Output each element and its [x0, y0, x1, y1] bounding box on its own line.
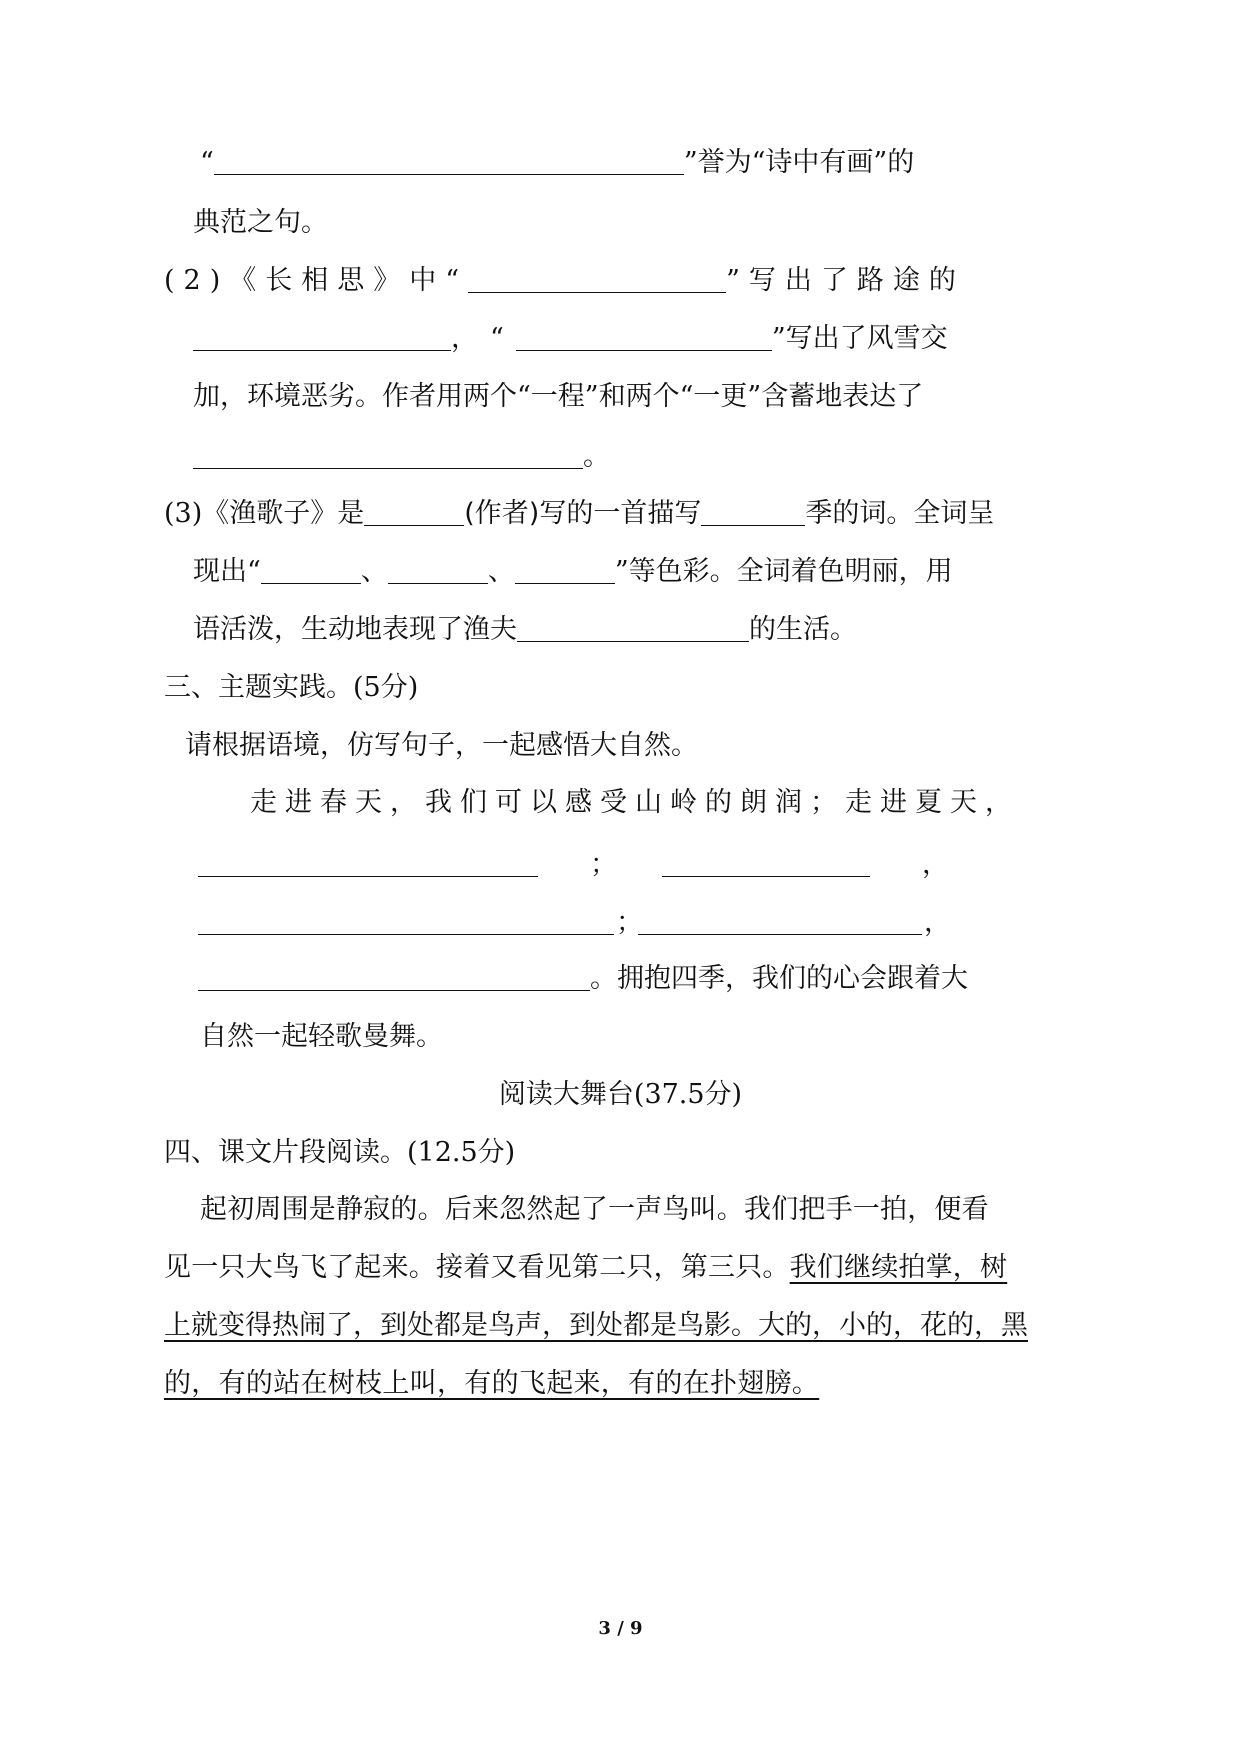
answer-blank[interactable] [261, 557, 361, 584]
line-text: 。拥抱四季，我们的心会跟着大 [590, 963, 968, 994]
section-3-ending-2: 自然一起轻歌曼舞。 [200, 1021, 443, 1052]
question-2-line-4 [193, 440, 610, 474]
answer-blank[interactable] [662, 850, 870, 877]
line-text: 现出“ [193, 556, 261, 587]
poem-fill-line-1 [200, 146, 914, 180]
line-text: ”写出了风雪交 [771, 323, 948, 354]
semicolon: ； [590, 849, 617, 880]
passage-line-1: 起初周围是静寂的。后来忽然起了一声鸟叫。我们把手一拍，便看 [200, 1194, 989, 1225]
author-hint: (作者) [464, 498, 540, 529]
answer-blank[interactable] [214, 148, 684, 175]
section-3-ending [198, 962, 968, 996]
answer-blank[interactable] [364, 499, 464, 526]
question-3-line-2 [193, 555, 953, 589]
passage-text: 见一只大鸟飞了起来。接着又看见第二只，第三只。 [164, 1252, 790, 1283]
answer-blank[interactable] [388, 557, 488, 584]
poem-fill-line-2: 典范之句。 [193, 207, 328, 238]
question-2-text: (2)《长相思》中“ [164, 265, 469, 296]
question-2-line-2 [193, 322, 948, 356]
question-2-line-1 [164, 264, 965, 298]
answer-blank[interactable] [193, 442, 583, 469]
underlined-text: 我们继续拍掌，树 [789, 1252, 1008, 1283]
question-3-line-3 [193, 613, 857, 647]
line-text: 写的一首描写 [539, 498, 702, 529]
answer-blank[interactable] [198, 908, 614, 935]
semicolon: ； [616, 907, 643, 938]
line-text: ”誉为“诗中有画”的 [683, 147, 915, 178]
line-text: ”等色彩。全词着色明丽，用 [614, 556, 953, 587]
line-text: 。 [583, 441, 610, 472]
section-4-heading: 四、课文片段阅读。(12.5分) [164, 1137, 516, 1168]
comma: ， [924, 907, 951, 938]
passage-line-4: 的，有的站在树枝上叫，有的飞起来，有的在扑翅膀。 [164, 1368, 820, 1399]
answer-blank[interactable] [198, 850, 538, 877]
answer-blank[interactable] [701, 499, 805, 526]
line-text: 语活泼，生动地表现了渔夫 [193, 614, 517, 645]
answer-blank[interactable] [198, 964, 590, 991]
line-text: 季的词。全词呈 [805, 498, 995, 529]
section-3-heading: 三、主题实践。(5分) [164, 672, 419, 703]
line-text: (3)《渔歌子》是 [164, 498, 365, 529]
separator: 、 [487, 556, 515, 587]
answer-blank[interactable] [516, 324, 772, 351]
question-2-text-b: ”写出了路途的 [726, 265, 965, 296]
page-number: 3 / 9 [598, 1618, 643, 1639]
answer-blank[interactable] [638, 908, 922, 935]
answer-blank[interactable] [517, 615, 749, 642]
passage-line-3: 上就变得热闹了，到处都是鸟声，到处都是鸟影。大的，小的，花的，黑 [164, 1310, 1028, 1341]
section-3-prompt: 请根据语境，仿写句子，一起感悟大自然。 [185, 730, 698, 761]
answer-blank[interactable] [468, 266, 726, 293]
line-text: ，“ [451, 323, 516, 354]
answer-blank[interactable] [515, 557, 615, 584]
question-3-line-1 [164, 497, 994, 531]
section-3-example: 走进春天，我们可以感受山岭的朗润；走进夏天， [250, 787, 1020, 818]
answer-blank[interactable] [193, 324, 451, 351]
separator: 、 [360, 556, 388, 587]
passage-line-2 [164, 1251, 1007, 1285]
line-text: 的生活。 [749, 614, 857, 645]
open-quote: “ [200, 147, 214, 178]
question-2-line-3: 加，环境恶劣。作者用两个“一程”和两个“一更”含蓄地表达了 [193, 381, 924, 412]
reading-banner: 阅读大舞台(37.5分) [498, 1079, 743, 1110]
comma: ， [922, 849, 949, 880]
